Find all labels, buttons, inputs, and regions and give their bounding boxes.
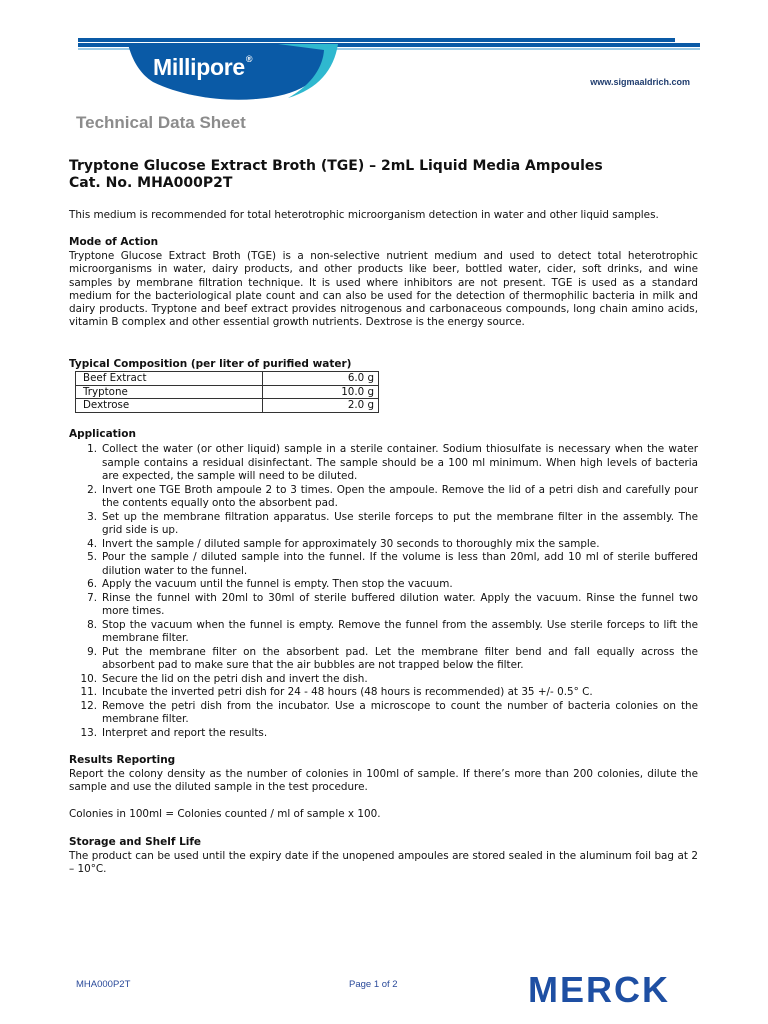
- list-item: [69, 646, 698, 673]
- step-text: Put the membrane filter on the absorbent pad. Let the membrane filter bend and fall equally across the absorbent pad to make sure that the air bubbles are not trapped below the filter.: [102, 645, 698, 671]
- ingredient-name: Dextrose: [76, 399, 263, 413]
- step-number: 3.: [87, 510, 97, 523]
- ingredient-amount: 10.0 g: [263, 385, 379, 399]
- footer-catalog-number: MHA000P2T: [76, 979, 131, 990]
- step-text: Stop the vacuum when the funnel is empty. Remove the funnel from the assembly. Use sterile forceps to lift the membrane filter.: [102, 618, 698, 644]
- table-row: [76, 385, 379, 399]
- list-item: [69, 443, 698, 484]
- step-text: Interpret and report the results.: [102, 726, 268, 739]
- step-text: Secure the lid on the petri dish and invert the dish.: [102, 672, 368, 685]
- step-text: Remove the petri dish from the incubator. Use a microscope to count the number of bacteria colonies on the membrane filter.: [102, 699, 698, 725]
- list-item: [69, 511, 698, 538]
- list-item: [69, 484, 698, 511]
- step-number: 5.: [87, 551, 97, 563]
- page-title: [69, 158, 603, 192]
- results-text: Report the colony density as the number of colonies in 100ml of sample. If there’s more than 200 colonies, dilute the sample and use the diluted sample in the test procedure.: [69, 768, 698, 794]
- catalog-number: Cat. No. MHA000P2T: [69, 175, 233, 191]
- list-item: [69, 538, 698, 552]
- step-text: Incubate the inverted petri dish for 24 - 48 hours (48 hours is recommended) at 35 +/- 0.5° C.: [102, 686, 593, 698]
- ingredient-name: Tryptone: [76, 385, 263, 399]
- step-number: 1.: [87, 443, 97, 455]
- list-item: [69, 727, 698, 741]
- millipore-logo: Millipore®: [153, 54, 253, 80]
- step-number: 7.: [87, 591, 97, 604]
- step-text: Rinse the funnel with 20ml to 30ml of sterile buffered dilution water. Apply the vacuum. Rinse the funnel two more times.: [102, 591, 698, 617]
- composition-heading: Typical Composition (per liter of purified water): [69, 358, 352, 370]
- table-row: [76, 372, 379, 386]
- application-steps: [69, 443, 698, 740]
- step-text: Set up the membrane filtration apparatus. Use sterile forceps to put the membrane filter in the assembly. The grid side is up.: [102, 510, 698, 536]
- step-number: 11.: [80, 686, 97, 698]
- step-number: 2.: [87, 483, 97, 496]
- list-item: [69, 551, 698, 578]
- title-line-1: Tryptone Glucose Extract Broth (TGE) – 2mL Liquid Media Ampoules: [69, 158, 603, 174]
- page-number: Page 1 of 2: [349, 979, 398, 990]
- list-item: [69, 619, 698, 646]
- storage-text: The product can be used until the expiry date if the unopened ampoules are stored sealed in the aluminum foil bag at 2 – 10°C.: [69, 850, 698, 876]
- step-text: Collect the water (or other liquid) sample in a sterile container. Sodium thiosulfate is necessary when the water sample contains a residual disinfectant. The sample should be a 100 ml minimum. When high levels of bacteria are expected, the sample will need to be diluted.: [102, 443, 698, 482]
- step-number: 10.: [80, 672, 97, 685]
- list-item: [69, 673, 698, 687]
- results-formula: Colonies in 100ml = Colonies counted / ml of sample x 100.: [69, 808, 381, 820]
- step-text: Invert one TGE Broth ampoule 2 to 3 times. Open the ampoule. Remove the lid of a petri dish and carefully pour the contents equally onto the absorbent pad.: [102, 483, 698, 509]
- step-text: Pour the sample / diluted sample into the funnel. If the volume is less than 20ml, add 10 ml of sterile buffered dilution water to the funnel.: [102, 551, 698, 577]
- step-number: 12.: [80, 699, 97, 712]
- merck-logo: [512, 968, 687, 1008]
- table-row: [76, 399, 379, 413]
- document-type-label: Technical Data Sheet: [76, 113, 246, 132]
- composition-table: [75, 371, 379, 413]
- step-number: 6.: [87, 578, 97, 590]
- step-text: Invert the sample / diluted sample for approximately 30 seconds to thoroughly mix the sample.: [102, 537, 600, 550]
- step-number: 8.: [87, 618, 97, 631]
- step-number: 13.: [80, 726, 97, 739]
- step-number: 9.: [87, 645, 97, 658]
- ingredient-amount: 2.0 g: [263, 399, 379, 413]
- application-heading: Application: [69, 428, 136, 440]
- mode-of-action-text: Tryptone Glucose Extract Broth (TGE) is a non-selective nutrient medium and used to detect total heterotrophic microorganisms in water, dairy products, and other products like beer, bottled water, cider, soft drinks, and wine samples by membrane filtration technique. It is used where inhibitors are not present. TGE is used as a standard medium for the bacteriological plate count and can also be used for the detection of thermophilic bacteria in milk and dairy products. Tryptone and beef extract provides nitrogenous and carbonaceous compounds, long chain amino acids, vitamin B complex and other essential growth nutrients. Dextrose is the energy source.: [69, 250, 698, 329]
- results-heading: Results Reporting: [69, 754, 176, 766]
- list-item: [69, 686, 698, 700]
- list-item: [69, 700, 698, 727]
- merck-logo-graphic: [512, 968, 687, 1008]
- storage-heading: Storage and Shelf Life: [69, 836, 202, 848]
- list-item: [69, 578, 698, 592]
- website-link[interactable]: www.sigmaaldrich.com: [590, 77, 690, 87]
- intro-paragraph: This medium is recommended for total heterotrophic microorganism detection in water and other liquid samples.: [69, 209, 659, 221]
- step-text: Apply the vacuum until the funnel is empty. Then stop the vacuum.: [102, 578, 453, 590]
- ingredient-amount: 6.0 g: [263, 372, 379, 386]
- merck-logo-text: MERCK: [528, 969, 670, 1008]
- mode-of-action-heading: Mode of Action: [69, 236, 159, 248]
- ingredient-name: Beef Extract: [76, 372, 263, 386]
- step-number: 4.: [87, 537, 97, 550]
- list-item: [69, 592, 698, 619]
